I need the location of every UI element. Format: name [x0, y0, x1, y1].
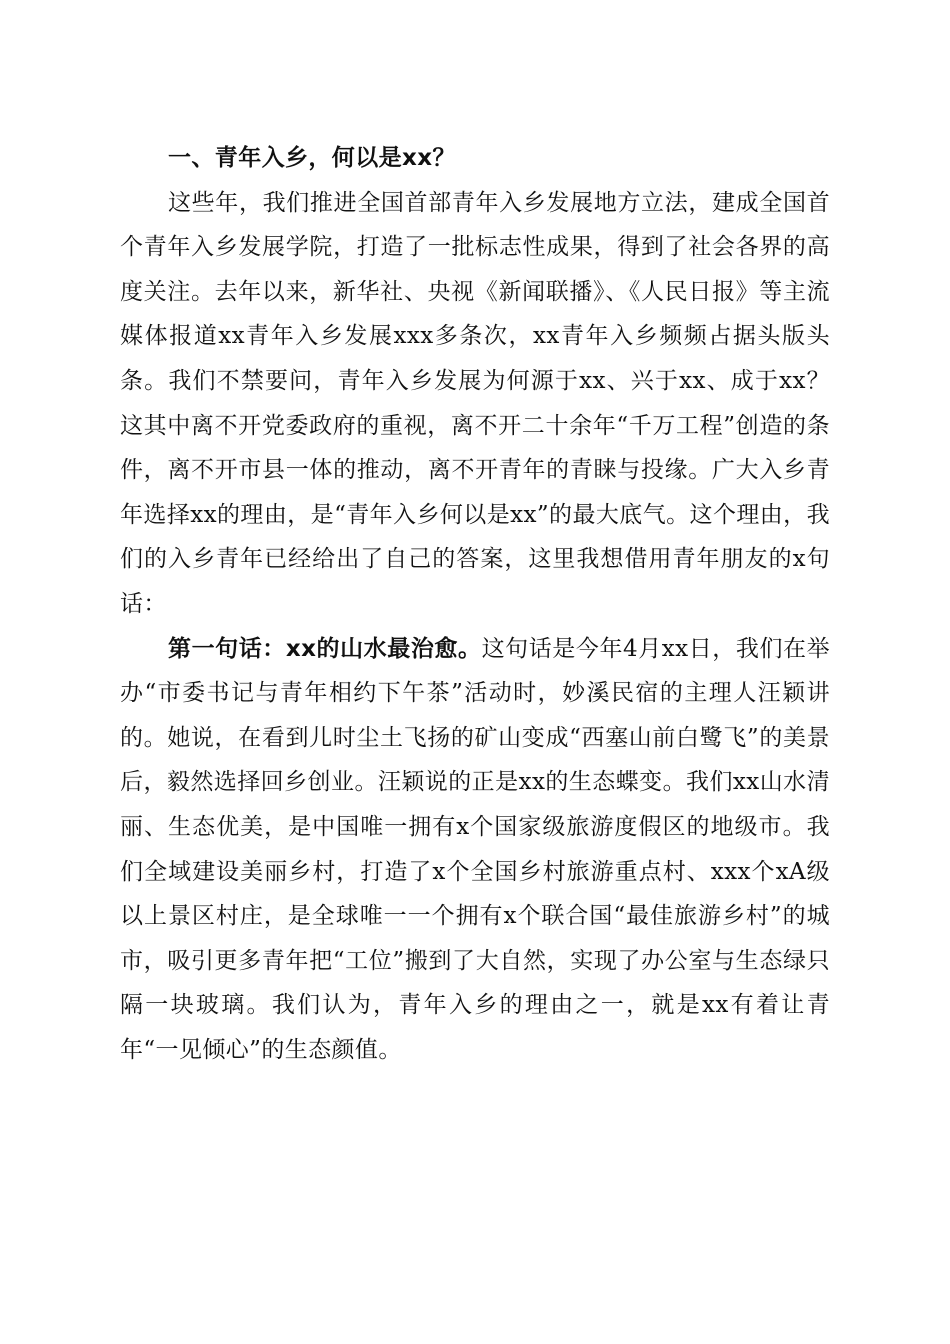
section-heading: 一、青年入乡，何以是xx？	[168, 145, 456, 171]
paragraph-first-reason	[120, 627, 830, 1073]
document-body	[120, 136, 830, 1072]
paragraph-lead-sentence: 第一句话：xx的山水最治愈。	[168, 635, 482, 662]
paragraph-intro: 这些年，我们推进全国首部青年入乡发展地方立法，建成全国首个青年入乡发展学院，打造了一批标志性成果，得到了社会各界的高度关注。去年以来，新华社、央视《新闻联播》、《人民日报》等主流媒体报道xx青年入乡发展xxx多条次，xx青年入乡频频占据头版头条。我们不禁要问，青年入乡发展为何源于xx、兴于xx、成于xx？这其中离不开党委政府的重视，离不开二十余年“千万工程”创造的条件，离不开市县一体的推动，离不开青年的青睐与投缘。广大入乡青年选择xx的理由，是“青年入乡何以是xx”的最大底气。这个理由，我们的入乡青年已经给出了自己的答案，这里我想借用青年朋友的x句话：	[120, 189, 830, 617]
paragraph-body-text: 这句话是今年4月xx日，我们在举办“市委书记与青年相约下午茶”活动时，妙溪民宿的主理人汪颖讲的。她说，在看到儿时尘土飞扬的矿山变成“西塞山前白鹭飞”的美景后，毅然选择回乡创业。汪颖说的正是xx的生态蝶变。我们xx山水清丽、生态优美，是中国唯一拥有x个国家级旅游度假区的地级市。我们全域建设美丽乡村，打造了x个全国乡村旅游重点村、xxx个xA级以上景区村庄，是全球唯一一个拥有x个联合国“最佳旅游乡村”的城市，吸引更多青年把“工位”搬到了大自然，实现了办公室与生态绿只隔一块玻璃。我们认为，青年入乡的理由之一，就是xx有着让青年“一见倾心”的生态颜值。	[120, 635, 830, 1063]
